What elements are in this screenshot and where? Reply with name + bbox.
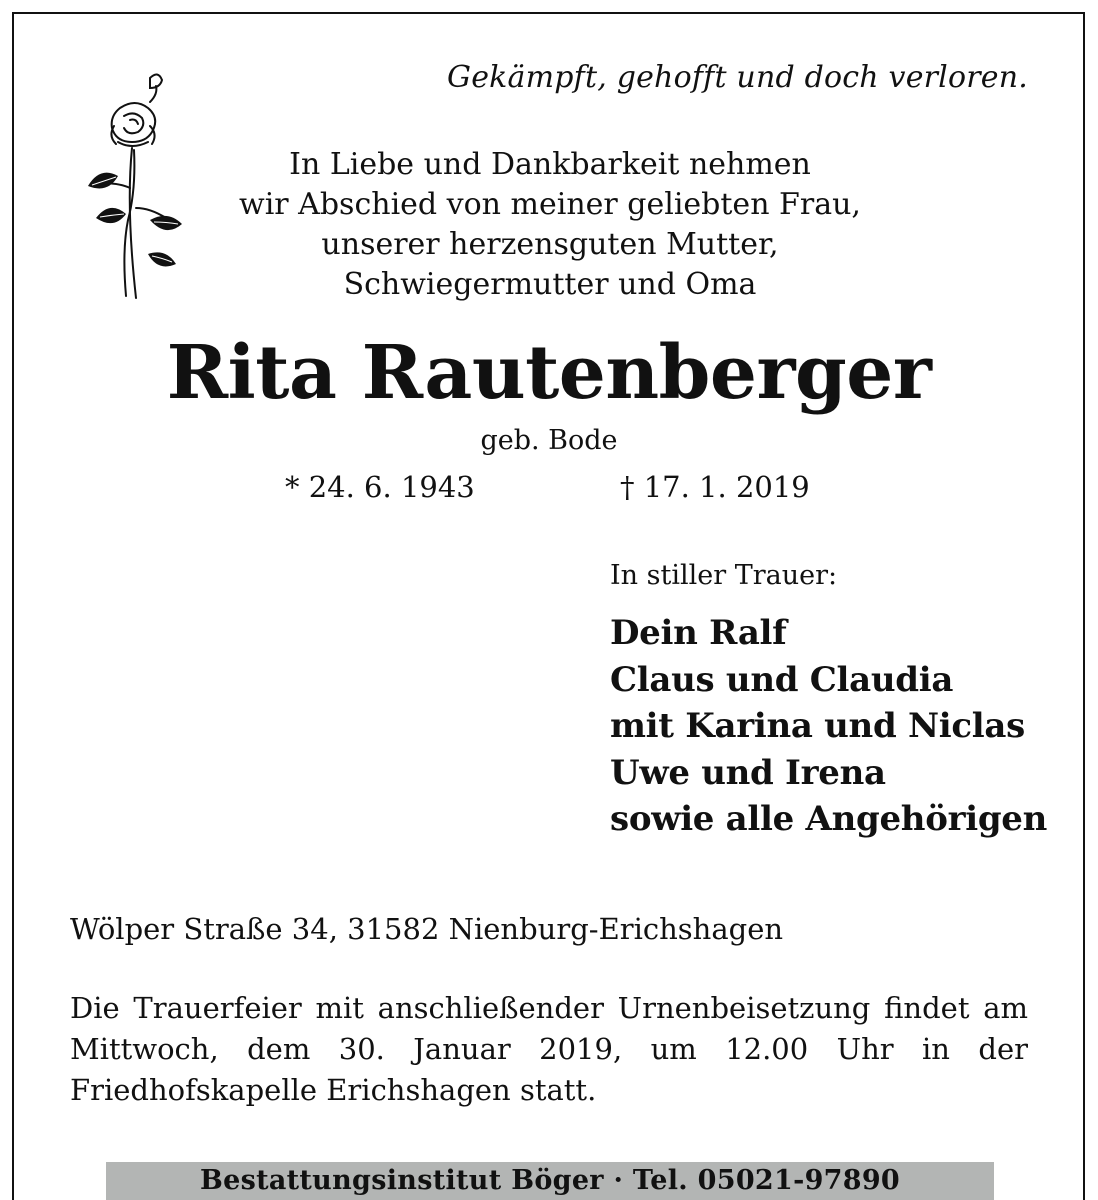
mourner-line: sowie alle Angehörigen [610,799,1048,839]
intro-line: unserer herzensguten Mutter, [321,227,779,262]
motto: Gekämpft, gehofft und doch verloren. [447,60,1028,95]
birth-date: * 24. 6. 1943 [285,470,475,504]
maiden-name: geb. Bode [480,425,618,456]
deceased-name: Rita Rautenberger [166,330,932,416]
death-date: † 17. 1. 2019 [620,470,810,504]
mourning-label: In stiller Trauer: [610,560,838,591]
intro-text [150,145,950,305]
ceremony-text: Die Trauerfeier mit anschließender Urnenbeisetzung findet am Mittwoch, dem 30. Januar 2019, um 12.00 Uhr in der Friedhofskapelle Erichshagen statt. [70,991,1028,1107]
mourner-line: Dein Ralf [610,613,787,653]
funeral-home-footer: Bestattungsinstitut Böger · Tel. 05021-97890 [106,1162,994,1200]
intro-line: In Liebe und Dankbarkeit nehmen [289,147,811,182]
mourner-line: Uwe und Irena [610,752,886,793]
mourner-line: Claus und Claudia [610,659,954,700]
mourners-list [610,610,1047,843]
intro-line: Schwiegermutter und Oma [343,267,757,302]
ceremony-notice [70,988,1028,1111]
mourner-line: mit Karina und Niclas [610,706,1025,746]
intro-line: wir Abschied von meiner geliebten Frau, [239,187,861,222]
address: Wölper Straße 34, 31582 Nienburg-Erichshagen [70,912,784,946]
